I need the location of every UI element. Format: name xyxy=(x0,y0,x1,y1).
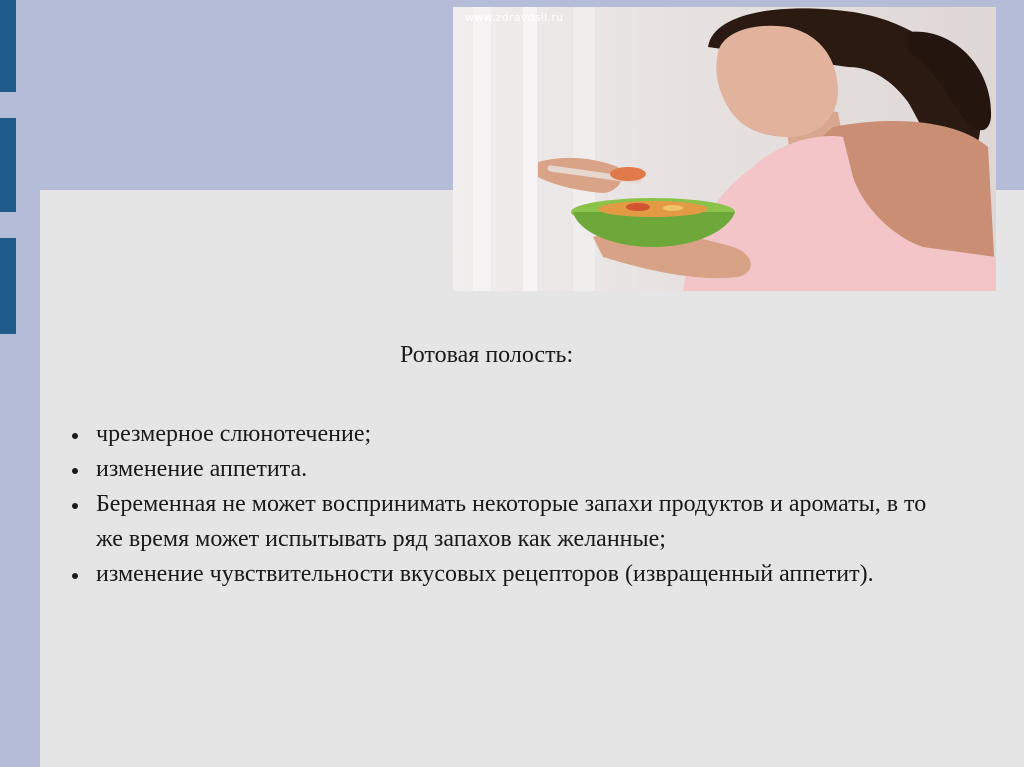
list-item xyxy=(70,557,930,592)
bullet-text: изменение аппетита. xyxy=(96,456,308,482)
accent-bar-top xyxy=(0,0,16,92)
bullet-text: Беременная не может воспринимать некоторые запахи продуктов и ароматы, в то же время может испытывать ряд запахов как желанные; xyxy=(96,491,927,552)
list-item xyxy=(70,452,930,487)
bullet-icon xyxy=(72,433,78,439)
photo-watermark: www.zdravosil.ru xyxy=(465,11,564,24)
bullet-icon xyxy=(72,468,78,474)
bullet-text: чрезмерное слюнотечение; xyxy=(96,421,372,447)
accent-bar-bottom xyxy=(0,238,16,334)
bullet-text: изменение чувствительности вкусовых рецепторов (извращенный аппетит). xyxy=(96,561,874,587)
pregnant-woman-eating-photo xyxy=(453,7,996,291)
accent-bar-middle xyxy=(0,118,16,212)
list-item xyxy=(70,487,930,557)
list-item xyxy=(70,417,930,452)
bullet-icon xyxy=(72,503,78,509)
bullet-icon xyxy=(72,573,78,579)
bullet-list xyxy=(70,417,930,592)
photo-illustration xyxy=(453,7,996,291)
slide-heading: Ротовая полость: xyxy=(400,342,574,368)
